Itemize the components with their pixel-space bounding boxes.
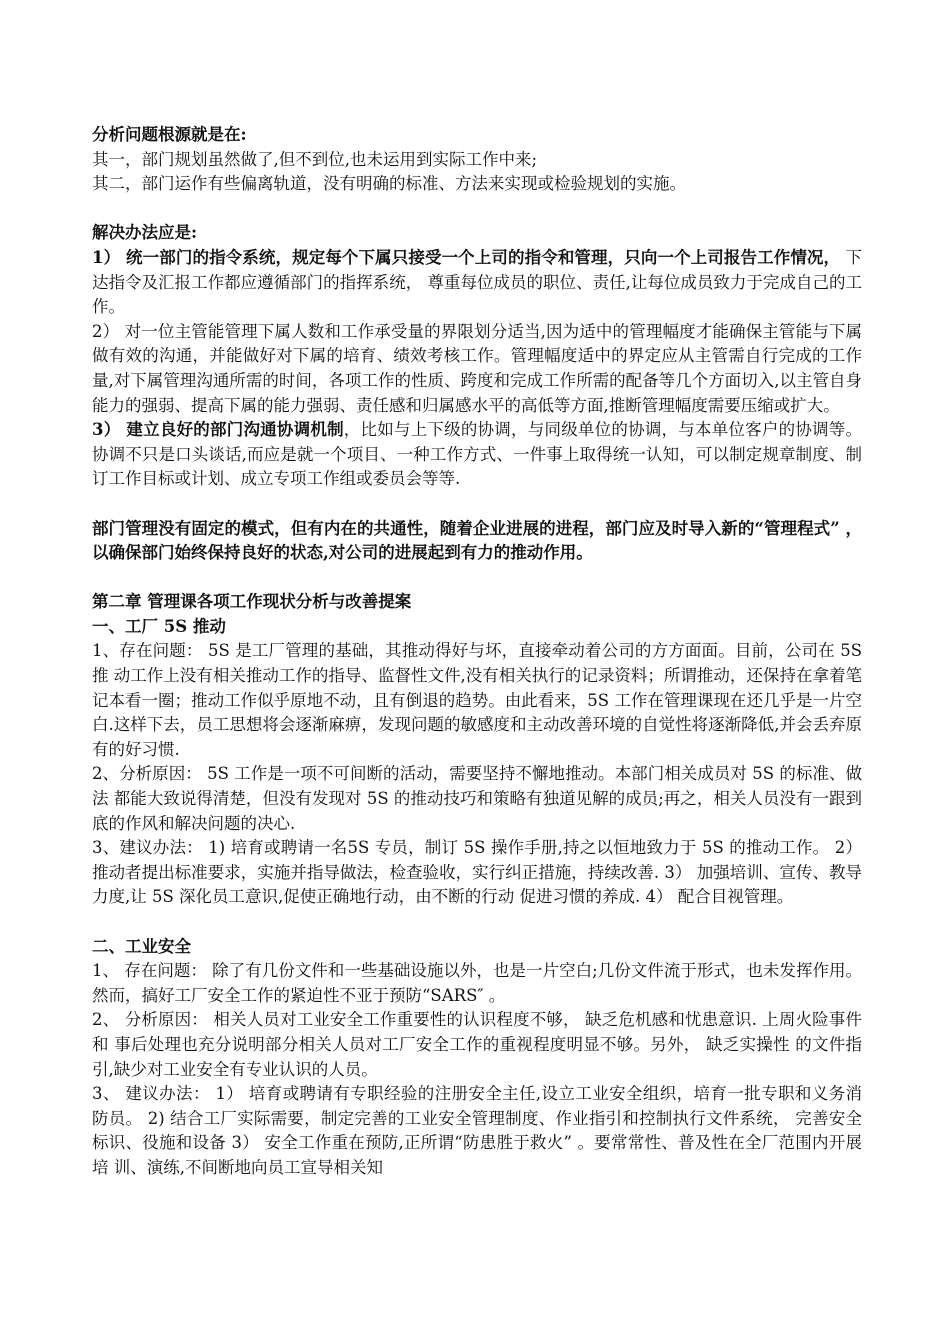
section-5s-problem: 1、存在问题： 5S 是工厂管理的基础，其推动得好与坏，直接牵动着公司的方方面面。目前，公司在 5S 推 动工作上没有相关推动工作的指导、监督性文件,没有相关执行的记录资料；所谓推动，还保持在拿着笔记本看一圈；推动工作似乎原地不动，且有倒退的趋势。由此看来，5S 工作在管理课现在还几乎是一片空白.这样下去，员工思想将会逐渐麻痹，发现问题的敏感度和主动改善环境的自觉性将逐渐降低,并会丢弃原有的好习惯. [92,641,862,759]
document-page [92,123,862,1181]
solution-item-1-bold: 1） 统一部门的指令系统，规定每个下属只接受一个上司的指令和管理，只向一个上司报告工作情况， [92,247,841,267]
analysis-line-1: 其一，部门规划虽然做了,但不到位,也未运用到实际工作中来; [92,149,538,169]
section-safety-problem: 1、 存在问题： 除了有几份文件和一些基础设施以外，也是一片空白;几份文件流于形式，也未发挥作用。 然而，搞好工厂安全工作的紧迫性不亚于预防“SARS″ 。 [92,961,862,1005]
solution-item-3-bold: 3） 建立良好的部门沟通协调机制 [92,420,344,440]
chapter-title: 第二章 管理课各项工作现状分析与改善提案 [92,592,412,612]
spacer [92,566,862,591]
section-heading-5s: 一、工厂 5S 推动 [92,616,226,636]
section-safety-suggestion: 3、 建议办法： 1） 培育或聘请有专职经验的注册安全主任,设立工业安全组织，培育一批专职和义务消 防员。 2) 结合工厂实际需要，制定完善的工业安全管理制度、作业指引和控制执行文件系统， 完善安全标识、役施和设备 3） 安全工作重在预防,正所谓“防患胜于救火” 。要常常性、普及性在全厂范围内开展培 训、演练,不间断地向员工宣导相关知 [92,1084,862,1177]
spacer [92,197,862,222]
analysis-heading: 分析问题根源就是在: [92,125,247,144]
solution-item-3-rest: ，比如与上下级的协调，与同级单位的协调，与本单位客户的协调等。协调不只是口头谈话,而应是就一个项目、一种工作方式、一件事上取得统一认知，可以制定规章制度、制订工作目标或计划、成立专项工作组或委员会等等. [92,420,862,489]
summary-paragraph: 部门管理没有固定的模式，但有内在的共通性，随着企业进展的进程，部门应及时导入新的“管理程式” ，以确保部门始终保持良好的状态,对公司的进展起到有力的推动作用。 [92,518,862,563]
spacer [92,910,862,935]
section-5s-suggestion: 3、建议办法： 1) 培育或聘请一名5S 专员，制订 5S 操作手册,持之以恒地致力于 5S 的推动工作。 2） 推动者提出标准要求，实施并指导做法，检查验收，实行纠正措施，持续改善. 3） 加强培训、宣传、教导力度,让 5S 深化员工意识,促使正确地行动，由不断的行动 促进习惯的养成. 4） 配合目视管理。 [92,838,862,907]
solution-item-1 [92,246,862,320]
solution-item-2: 2） 对一位主管能管理下属人数和工作承受量的界限划分适当,因为适中的管理幅度才能确保主管能与下属做有效的沟通，并能做好对下属的培育、绩效考核工作。管理幅度适中的界定应从主管需自行完成的工作量,对下属管理沟通所需的时间，各项工作的性质、跨度和完成工作所需的配备等几个方面切入,以主管自身能力的强弱、提高下属的能力强弱、责任感和归属感水平的高低等方面,推断管理幅度需要压缩或扩大。 [92,321,862,415]
solution-item-1-rest: 下达指令及汇报工作都应遵循部门的指挥系统， 尊重每位成员的职位、责任,让每位成员致力于完成自己的工作。 [92,247,862,317]
solution-item-3 [92,418,862,492]
spacer [92,492,862,517]
section-heading-safety: 二、工业安全 [92,936,191,956]
solution-heading: 解决办法应是: [92,223,198,243]
section-5s-cause: 2、分析原因： 5S 工作是一项不可间断的活动，需要坚持不懈地推动。本部门相关成员对 5S 的标准、做法 都能大致说得清楚，但没有发现对 5S 的推动技巧和策略有独道见解的成员;再之，相关人员没有一跟到底的作风和解决问题的决心. [92,764,862,833]
section-safety-cause: 2、 分析原因： 相关人员对工业安全工作重要性的认识程度不够， 缺乏危机感和忧患意识. 上周火险事件和 事后处理也充分说明部分相关人员对工厂安全工作的重视程度明显不够。另外， 缺乏实操性 的文件指引,缺少对工业安全有专业认识的人员。 [92,1010,862,1079]
analysis-line-2: 其二，部门运作有些偏离轨道，没有明确的标准、方法来实现或检验规划的实施。 [92,174,686,194]
